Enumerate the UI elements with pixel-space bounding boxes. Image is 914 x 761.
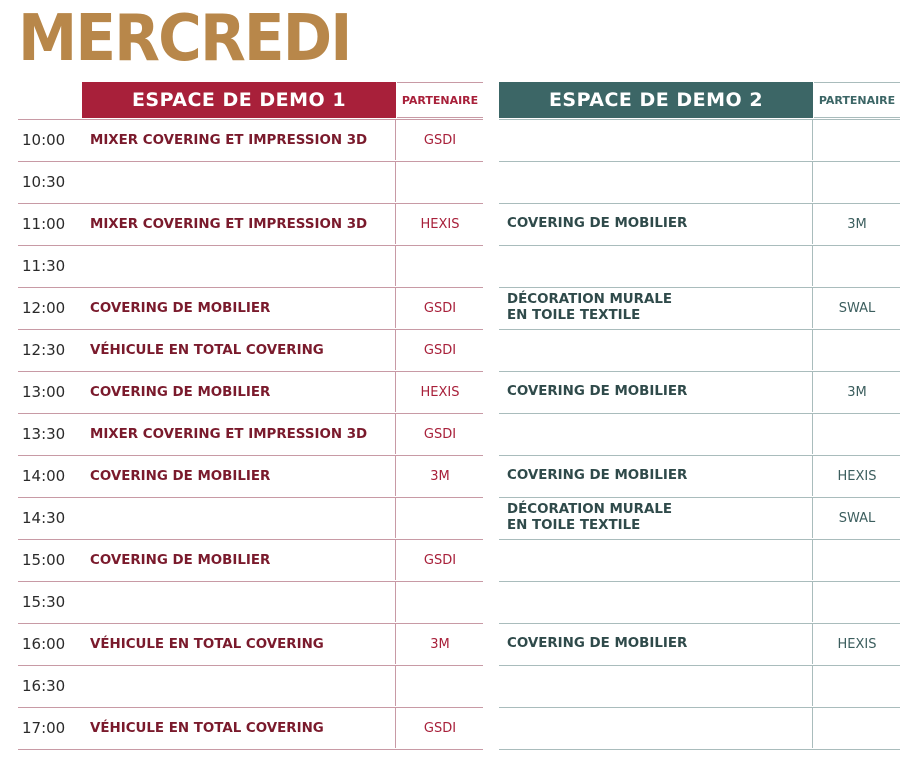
space1-activity (82, 330, 396, 370)
time-slot: 11:30 (22, 257, 66, 275)
time-slot: 10:00 (22, 131, 66, 149)
schedule-row (0, 498, 914, 540)
space2-activity (499, 288, 813, 328)
schedule-row (0, 372, 914, 414)
space1-activity (82, 582, 396, 622)
space2-header: ESPACE DE DEMO 2 (499, 82, 813, 118)
space1-partner: GSDI (423, 132, 457, 148)
space1-partner: 3M (430, 468, 450, 484)
time-slot: 12:00 (22, 299, 66, 317)
time-slot: 13:30 (22, 425, 66, 443)
space2-partner: HEXIS (837, 636, 877, 652)
schedule-row (0, 666, 914, 708)
space1-activity (82, 456, 396, 496)
schedule-row (0, 120, 914, 162)
schedule-row (0, 246, 914, 288)
space2-activity (499, 162, 813, 202)
space1-activity (82, 120, 396, 160)
space2-activity (499, 498, 813, 538)
space2-activity (499, 204, 813, 244)
time-slot: 16:30 (22, 677, 66, 695)
space2-activity (499, 246, 813, 286)
space2-partner (814, 414, 900, 454)
space1-activity (82, 372, 396, 412)
space1-row-divider (18, 749, 483, 750)
schedule-row (0, 708, 914, 750)
schedule-row (0, 582, 914, 624)
space2-partner (814, 120, 900, 160)
space1-activity-label: COVERING DE MOBILIER (90, 552, 271, 568)
space2-partner (814, 162, 900, 202)
schedule-row (0, 414, 914, 456)
space1-activity (82, 414, 396, 454)
time-slot: 11:00 (22, 215, 66, 233)
space2-activity-label: COVERING DE MOBILIER (507, 384, 688, 399)
schedule-row (0, 162, 914, 204)
time-slot: 13:00 (22, 383, 66, 401)
space2-partner (814, 246, 900, 286)
space2-activity (499, 624, 813, 664)
space1-partner (397, 246, 483, 286)
space2-activity-label: COVERING DE MOBILIER (507, 216, 688, 231)
time-slot: 16:00 (22, 635, 66, 653)
space2-partner (814, 330, 900, 370)
schedule-table (0, 120, 914, 750)
time-slot: 14:30 (22, 509, 66, 527)
space2-activity (499, 330, 813, 370)
schedule-row (0, 330, 914, 372)
space2-partner: HEXIS (837, 468, 877, 484)
space1-activity (82, 540, 396, 580)
space1-partner (397, 162, 483, 202)
space2-partner (814, 708, 900, 748)
space1-activity (82, 708, 396, 748)
space1-partner: GSDI (423, 552, 457, 568)
space1-activity-label: COVERING DE MOBILIER (90, 300, 271, 316)
space1-partner (397, 498, 483, 538)
space1-activity (82, 288, 396, 328)
schedule-row (0, 540, 914, 582)
space1-activity (82, 666, 396, 706)
space1-header: ESPACE DE DEMO 1 (82, 82, 396, 118)
space1-activity (82, 162, 396, 202)
space2-activity (499, 540, 813, 580)
space1-activity-label: VÉHICULE EN TOTAL COVERING (90, 636, 324, 652)
space2-activity (499, 120, 813, 160)
space1-activity-label: COVERING DE MOBILIER (90, 468, 271, 484)
space2-partner: SWAL (838, 300, 876, 316)
space2-activity (499, 414, 813, 454)
space1-activity-label: VÉHICULE EN TOTAL COVERING (90, 720, 324, 736)
space2-partner: 3M (847, 384, 867, 400)
space2-activity-label: COVERING DE MOBILIER (507, 636, 688, 651)
time-slot: 15:00 (22, 551, 66, 569)
time-slot: 17:00 (22, 719, 66, 737)
space2-activity (499, 456, 813, 496)
space1-partner: GSDI (423, 342, 457, 358)
schedule-row (0, 288, 914, 330)
space2-partner (814, 666, 900, 706)
space2-partner: SWAL (838, 510, 876, 526)
space1-partner-header: PARTENAIRE (397, 82, 483, 118)
space1-activity (82, 498, 396, 538)
space1-activity-label: COVERING DE MOBILIER (90, 384, 271, 400)
space1-partner: HEXIS (420, 384, 460, 400)
space1-partner: GSDI (423, 300, 457, 316)
space2-activity (499, 372, 813, 412)
space1-activity (82, 624, 396, 664)
space2-activity-label-line2: EN TOILE TEXTILE (507, 308, 641, 323)
schedule-row (0, 204, 914, 246)
space2-activity-label: DÉCORATION MURALE (507, 502, 673, 517)
space1-activity (82, 204, 396, 244)
space1-partner: HEXIS (420, 216, 460, 232)
schedule-row (0, 456, 914, 498)
time-slot: 10:30 (22, 173, 66, 191)
time-slot: 12:30 (22, 341, 66, 359)
space1-activity-label: MIXER COVERING ET IMPRESSION 3D (90, 132, 368, 148)
space2-partner: 3M (847, 216, 867, 232)
space2-partner (814, 582, 900, 622)
space2-partner (814, 540, 900, 580)
space1-partner: 3M (430, 636, 450, 652)
space1-partner (397, 582, 483, 622)
space1-activity-label: MIXER COVERING ET IMPRESSION 3D (90, 216, 368, 232)
space2-partner-header: PARTENAIRE (814, 82, 900, 118)
space2-activity (499, 666, 813, 706)
space2-activity-label-line2: EN TOILE TEXTILE (507, 518, 641, 533)
space2-activity-label: COVERING DE MOBILIER (507, 468, 688, 483)
space1-partner: GSDI (423, 426, 457, 442)
space1-activity-label: VÉHICULE EN TOTAL COVERING (90, 342, 324, 358)
space2-activity (499, 708, 813, 748)
time-slot: 15:30 (22, 593, 66, 611)
schedule-row (0, 624, 914, 666)
space1-partner (397, 666, 483, 706)
page-title: MERCREDI (18, 2, 351, 76)
space1-activity-label: MIXER COVERING ET IMPRESSION 3D (90, 426, 368, 442)
space1-activity (82, 246, 396, 286)
space2-activity (499, 582, 813, 622)
space2-activity-label: DÉCORATION MURALE (507, 292, 673, 307)
space2-row-divider (499, 749, 900, 750)
space1-partner: GSDI (423, 720, 457, 736)
time-slot: 14:00 (22, 467, 66, 485)
